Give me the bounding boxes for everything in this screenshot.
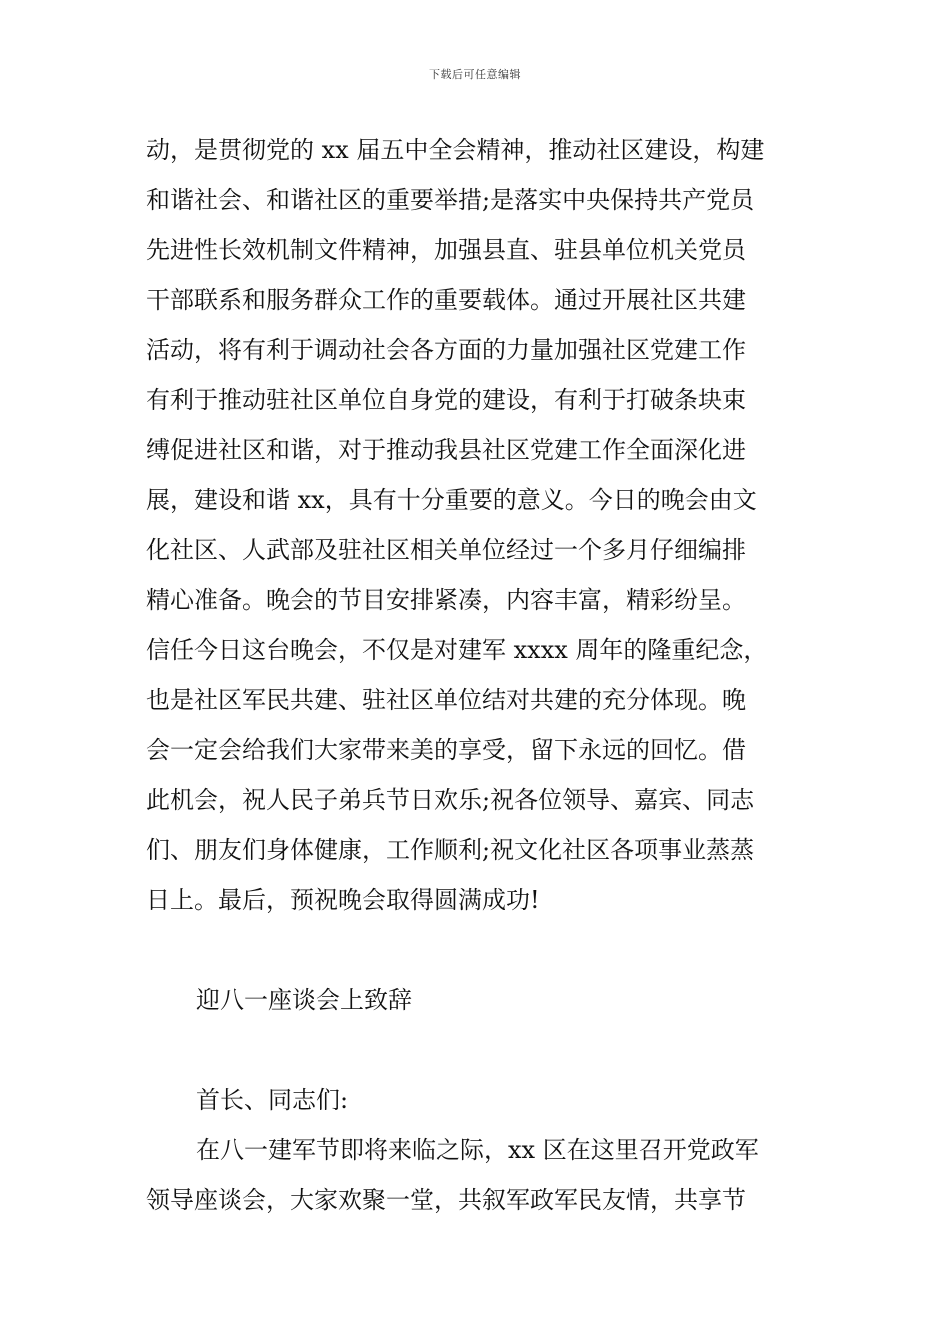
text-line: 先进性长效机制文件精神，加强县直、驻县单位机关党员 — [146, 236, 746, 264]
text-line: 也是社区军民共建、驻社区单位结对共建的充分体现。晚 — [146, 686, 746, 714]
salutation: 首长、同志们: — [196, 1086, 349, 1114]
text-line: 信任今日这台晚会，不仅是对建军 xxxx 周年的隆重纪念， — [146, 636, 768, 664]
text-line: 动，是贯彻党的 xx 届五中全会精神，推动社区建设，构建 — [146, 136, 765, 164]
page-header: 下载后可任意编辑 — [429, 68, 521, 81]
text-line: 此机会，祝人民子弟兵节日欢乐;祝各位领导、嘉宾、同志 — [146, 786, 755, 814]
text-line: 和谐社会、和谐社区的重要举措;是落实中央保持共产党员 — [146, 186, 755, 214]
text-line: 会一定会给我们大家带来美的享受，留下永远的回忆。借 — [146, 736, 746, 764]
text-line: 化社区、人武部及驻社区相关单位经过一个多月仔细编排 — [146, 536, 746, 564]
text-line: 精心准备。晚会的节目安排紧凑，内容丰富，精彩纷呈。 — [146, 586, 746, 614]
text-line: 展，建设和谐 xx，具有十分重要的意义。今日的晚会由文 — [146, 486, 757, 514]
text-line: 领导座谈会，大家欢聚一堂，共叙军政军民友情，共享节 — [146, 1186, 746, 1214]
paragraph-opening — [146, 1130, 818, 1230]
spacer — [146, 930, 818, 980]
paragraph-continuation — [146, 130, 818, 930]
text-line: 有利于推动驻社区单位自身党的建设，有利于打破条块束 — [146, 386, 746, 414]
text-line: 活动，将有利于调动社会各方面的力量加强社区党建工作 — [146, 336, 746, 364]
document-body — [146, 130, 818, 1230]
text-line: 日上。最后，预祝晚会取得圆满成功! — [146, 886, 540, 914]
section-title: 迎八一座谈会上致辞 — [196, 986, 412, 1014]
text-line: 们、朋友们身体健康，工作顺利;祝文化社区各项事业蒸蒸 — [146, 836, 755, 864]
text-line: 干部联系和服务群众工作的重要载体。通过开展社区共建 — [146, 286, 746, 314]
text-line: 在八一建军节即将来临之际，xx 区在这里召开党政军 — [196, 1136, 759, 1164]
spacer — [146, 1030, 818, 1080]
text-line: 缚促进社区和谐，对于推动我县社区党建工作全面深化进 — [146, 436, 746, 464]
